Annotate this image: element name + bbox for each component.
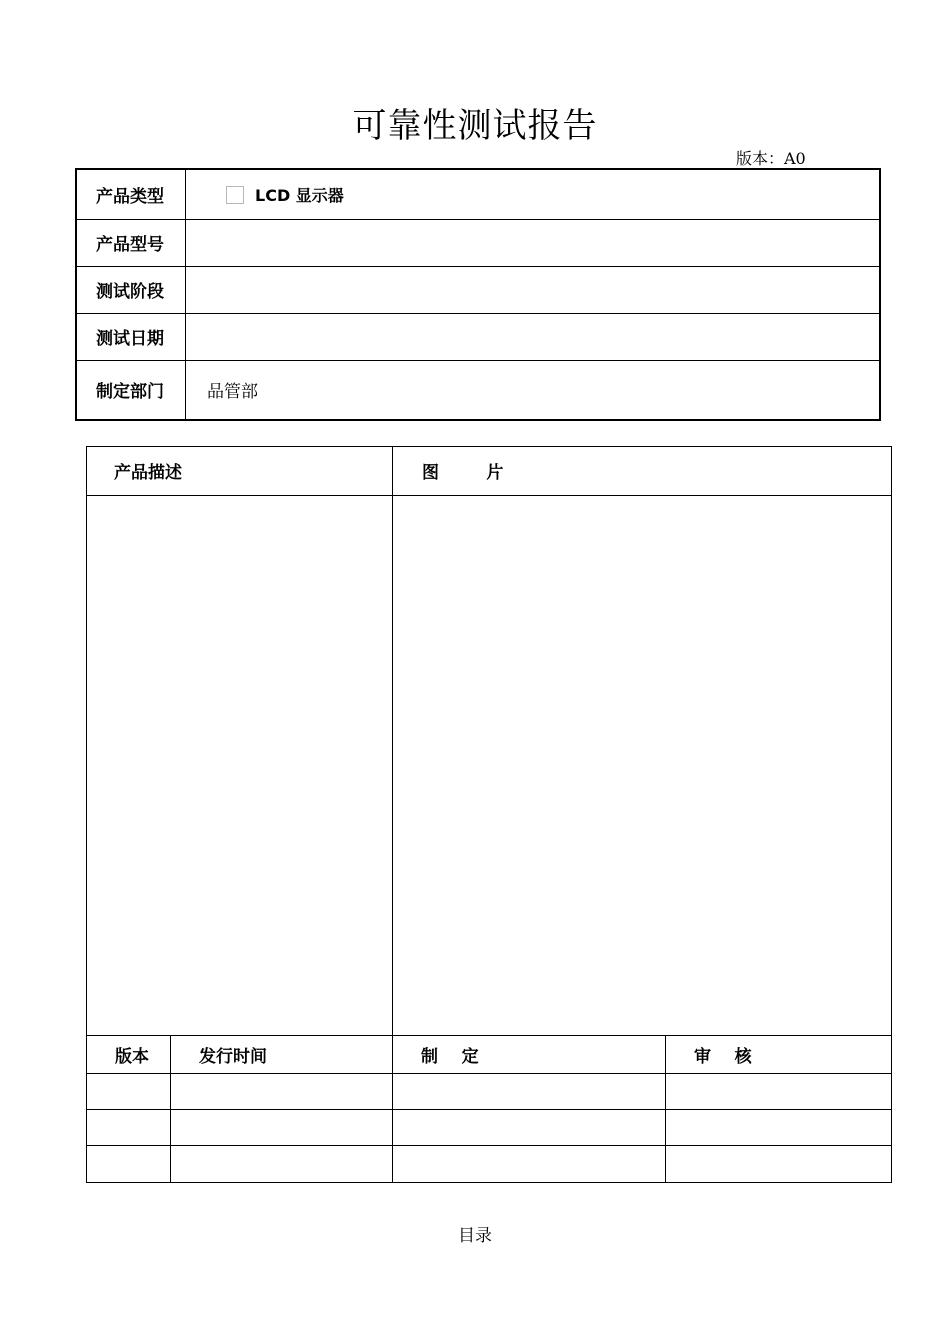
history-cell[interactable] bbox=[666, 1110, 891, 1145]
history-cell[interactable] bbox=[666, 1074, 891, 1109]
info-row-product-type bbox=[77, 170, 879, 220]
history-header-reviewed-by: 审 核 bbox=[694, 1046, 752, 1067]
info-label: 产品型号 bbox=[77, 219, 186, 266]
lcd-option-label: LCD 显示器 bbox=[255, 186, 344, 205]
info-table bbox=[75, 168, 881, 421]
info-row-test-stage bbox=[77, 266, 879, 314]
table-border-right bbox=[891, 446, 892, 1183]
product-model-field[interactable] bbox=[187, 219, 879, 266]
history-cell[interactable] bbox=[393, 1110, 665, 1145]
test-stage-field[interactable] bbox=[187, 266, 879, 313]
history-cell[interactable] bbox=[393, 1074, 665, 1109]
info-label: 测试阶段 bbox=[77, 266, 186, 313]
info-row-test-date bbox=[77, 313, 879, 361]
department-value: 品管部 bbox=[207, 382, 258, 402]
history-cell[interactable] bbox=[171, 1146, 392, 1182]
test-date-field[interactable] bbox=[187, 313, 879, 360]
history-cell[interactable] bbox=[87, 1074, 170, 1109]
history-header-prepared-by: 制 定 bbox=[421, 1046, 479, 1067]
info-row-department bbox=[77, 360, 879, 419]
history-header-release-time: 发行时间 bbox=[199, 1046, 267, 1067]
product-description-header: 产品描述 bbox=[114, 463, 182, 483]
history-cell[interactable] bbox=[666, 1146, 891, 1182]
image-area[interactable] bbox=[393, 496, 891, 1035]
version-text: 版本：A0 bbox=[736, 149, 806, 168]
lcd-checkbox[interactable] bbox=[226, 186, 244, 204]
info-value bbox=[187, 170, 879, 219]
info-label: 制定部门 bbox=[77, 360, 186, 419]
info-label: 测试日期 bbox=[77, 313, 186, 360]
history-cell[interactable] bbox=[171, 1074, 392, 1109]
footer-text: 目录 bbox=[458, 1226, 492, 1246]
report-title: 可靠性测试报告 bbox=[352, 106, 598, 146]
table-border-bottom bbox=[86, 1182, 892, 1183]
history-cell[interactable] bbox=[87, 1110, 170, 1145]
info-label: 产品类型 bbox=[77, 170, 186, 219]
image-header: 图 片 bbox=[422, 463, 504, 483]
history-cell[interactable] bbox=[393, 1146, 665, 1182]
department-field bbox=[187, 360, 879, 419]
product-description-area[interactable] bbox=[87, 496, 392, 1035]
main-table bbox=[86, 446, 892, 1184]
history-header-version: 版本 bbox=[115, 1046, 149, 1067]
history-cell[interactable] bbox=[171, 1110, 392, 1145]
history-cell[interactable] bbox=[87, 1146, 170, 1182]
info-row-product-model bbox=[77, 219, 879, 267]
